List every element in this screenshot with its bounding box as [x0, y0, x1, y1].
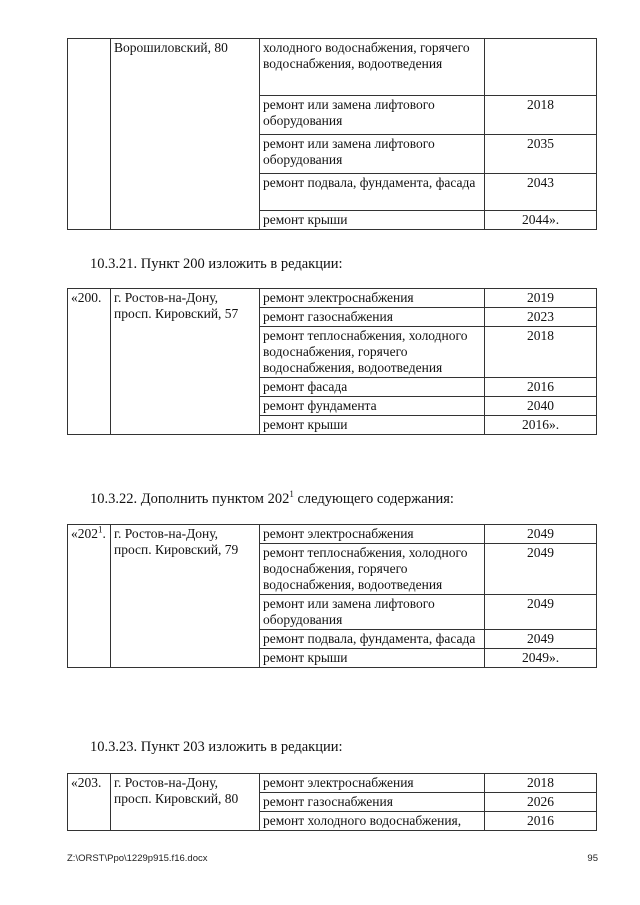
table-item-203 — [67, 773, 597, 831]
paragraph-10-3-22 — [90, 490, 454, 508]
work-cell: ремонт холодного водоснабжения, — [260, 812, 485, 831]
row-number-cell: «203. — [68, 774, 111, 831]
row-number: «202 — [71, 526, 98, 541]
work-cell: ремонт крыши — [260, 211, 485, 230]
work-cell: ремонт крыши — [260, 416, 485, 435]
year-cell: 2016 — [485, 378, 597, 397]
year-cell: 2018 — [485, 774, 597, 793]
row-number-cell — [68, 39, 111, 230]
work-cell: ремонт электроснабжения — [260, 774, 485, 793]
year-cell: 2049». — [485, 649, 597, 668]
address-cell: Ворошиловский, 80 — [111, 39, 260, 230]
table-row — [68, 774, 597, 793]
table-row — [68, 289, 597, 308]
work-cell: ремонт или замена лифтового оборудования — [260, 135, 485, 174]
paragraph-text: 10.3.22. Дополнить пунктом 202 — [90, 491, 290, 507]
year-cell: 2026 — [485, 793, 597, 812]
table-item-202-1 — [67, 524, 597, 668]
year-cell: 2019 — [485, 289, 597, 308]
year-cell: 2049 — [485, 544, 597, 595]
work-cell: ремонт электроснабжения — [260, 289, 485, 308]
table-continuation — [67, 38, 597, 230]
row-number-cell — [68, 525, 111, 668]
work-cell: ремонт теплоснабжения, холодного водоснабжения, горячего водоснабжения, водоотведения — [260, 327, 485, 378]
year-cell: 2049 — [485, 630, 597, 649]
work-cell: ремонт подвала, фундамента, фасада — [260, 174, 485, 211]
work-cell: ремонт или замена лифтового оборудования — [260, 595, 485, 630]
address-cell: г. Ростов-на-Дону, просп. Кировский, 57 — [111, 289, 260, 435]
work-cell: ремонт электроснабжения — [260, 525, 485, 544]
row-number-cell: «200. — [68, 289, 111, 435]
paragraph-10-3-21: 10.3.21. Пункт 200 изложить в редакции: — [90, 256, 343, 272]
work-cell: холодного водоснабжения, горячего водоснабжения, водоотведения — [260, 39, 485, 96]
footer-page-number: 95 — [587, 853, 598, 864]
year-cell: 2035 — [485, 135, 597, 174]
year-cell: 2040 — [485, 397, 597, 416]
year-cell: 2043 — [485, 174, 597, 211]
paragraph-text: следующего содержания: — [293, 491, 454, 507]
work-cell: ремонт фасада — [260, 378, 485, 397]
table-row — [68, 39, 597, 96]
year-cell: 2016». — [485, 416, 597, 435]
address-cell: г. Ростов-на-Дону, просп. Кировский, 80 — [111, 774, 260, 831]
year-cell: 2018 — [485, 96, 597, 135]
work-cell: ремонт фундамента — [260, 397, 485, 416]
year-cell: 2018 — [485, 327, 597, 378]
address-cell: г. Ростов-на-Дону, просп. Кировский, 79 — [111, 525, 260, 668]
year-cell: 2049 — [485, 595, 597, 630]
work-cell: ремонт подвала, фундамента, фасада — [260, 630, 485, 649]
superscript: 1 — [289, 489, 294, 500]
year-cell: 2016 — [485, 812, 597, 831]
work-cell: ремонт или замена лифтового оборудования — [260, 96, 485, 135]
paragraph-10-3-23: 10.3.23. Пункт 203 изложить в редакции: — [90, 739, 343, 755]
work-cell: ремонт крыши — [260, 649, 485, 668]
year-cell: 2044». — [485, 211, 597, 230]
work-cell: ремонт теплоснабжения, холодного водоснабжения, горячего водоснабжения, водоотведения — [260, 544, 485, 595]
table-row — [68, 525, 597, 544]
work-cell: ремонт газоснабжения — [260, 308, 485, 327]
row-number-suffix: . — [102, 526, 106, 541]
year-cell: 2023 — [485, 308, 597, 327]
year-cell: 2049 — [485, 525, 597, 544]
footer-file-path: Z:\ORST\Ppo\1229p915.f16.docx — [67, 853, 208, 864]
table-item-200 — [67, 288, 597, 435]
year-cell — [485, 39, 597, 96]
superscript: 1 — [98, 524, 103, 535]
work-cell: ремонт газоснабжения — [260, 793, 485, 812]
